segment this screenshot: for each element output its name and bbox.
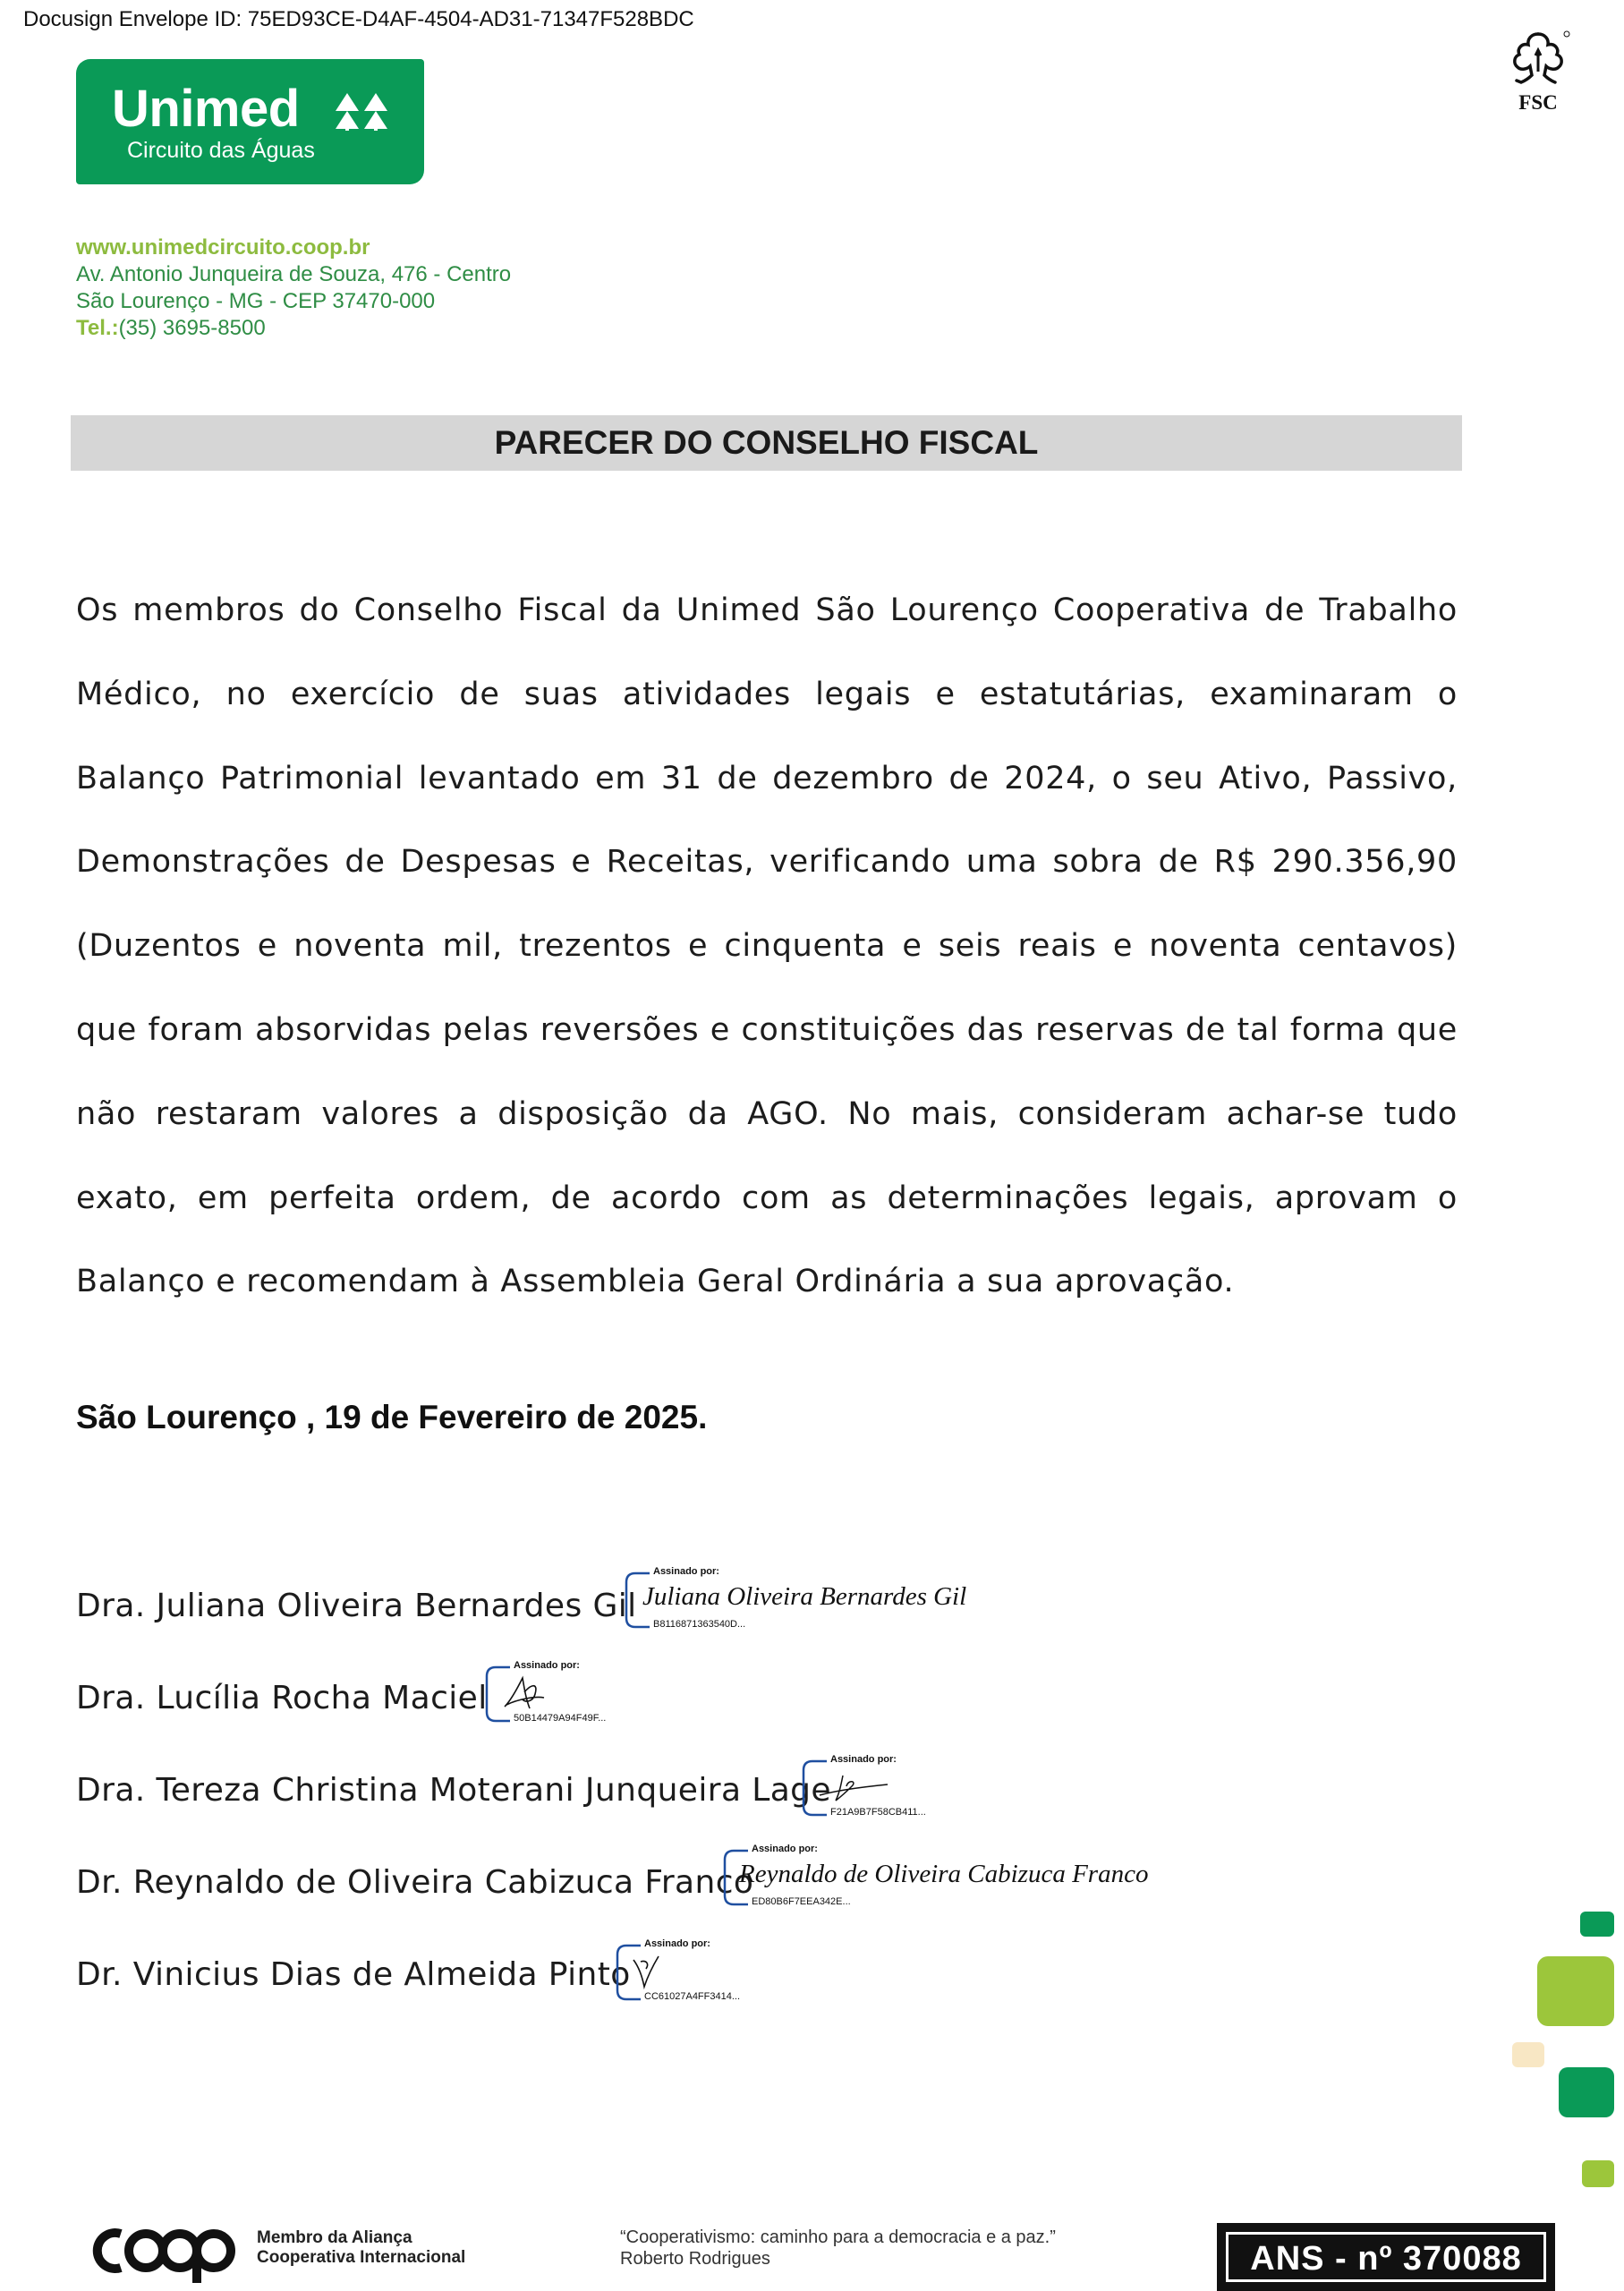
signature-block: [723, 1844, 1149, 1908]
document-title: PARECER DO CONSELHO FISCAL: [71, 415, 1462, 471]
signed-by-label: Assinado por:: [514, 1660, 580, 1671]
signature-id: ED80B6F7EEA342E...: [752, 1896, 851, 1907]
contact-info: [76, 234, 511, 342]
address-line: Av. Antonio Junqueira de Souza, 476 - Centro: [76, 262, 512, 286]
footer-quote: [620, 2227, 1056, 2270]
unimed-tree-icon: [332, 84, 391, 132]
coop-line-2: Cooperativa Internacional: [257, 2248, 466, 2267]
logo-subtitle: Circuito das Águas: [127, 138, 315, 163]
city-line: São Lourenço - MG - CEP 37470-000: [76, 289, 436, 313]
signed-by-label: Assinado por:: [752, 1844, 818, 1854]
signed-by-label: Assinado por:: [653, 1566, 719, 1577]
signature-id: 50B14479A94F49F...: [514, 1713, 607, 1724]
quote-text: “Cooperativismo: caminho para a democracia e a paz.”: [620, 2227, 1056, 2247]
signature-id: B8116871363540D...: [653, 1619, 746, 1630]
signature-id: F21A9B7F58CB411...: [830, 1807, 926, 1818]
coop-line-1: Membro da Aliança: [257, 2228, 412, 2247]
handwritten-signature: [630, 1951, 675, 1990]
signature-block: [485, 1660, 628, 1725]
decorative-square: [1559, 2067, 1614, 2117]
signer-name: Dr. Vinicius Dias de Almeida Pinto: [76, 1956, 631, 1993]
decorative-square: [1580, 1912, 1614, 1937]
decorative-square: [1537, 1956, 1614, 2026]
handwritten-signature: [499, 1673, 553, 1712]
signer-name: Dra. Tereza Christina Moterani Junqueira Lage: [76, 1772, 831, 1809]
signed-by-label: Assinado por:: [644, 1938, 710, 1949]
coop-logo-icon: [87, 2218, 246, 2284]
fsc-logo: [1506, 29, 1570, 118]
signature-block: [802, 1754, 945, 1818]
body-paragraph: Os membros do Conselho Fiscal da Unimed São Lourenço Cooperativa de Trabalho Médico, no exercício de suas atividades legais e estatutárias, examinaram o Balanço Patrimonial levantado em 31 de dezembro de 2024, o seu Ativo, Passivo, Demonstrações de Despesas e Receitas, verificando uma sobra de R$ 290.356,90 (Duzentos e noventa mil, trezentos e cinquenta e seis reais e noventa centavos) que foram absorvidas pelas reversões e constituições das reservas de tal forma que não restaram valores a disposição da AGO. No mais, consideram achar-se tudo exato, em perfeita ordem, de acordo com as determinações legais, aprovam o Balanço e recomendam à Assembleia Geral Ordinária a sua aprovação.: [76, 592, 1458, 1300]
place-date: São Lourenço , 19 de Fevereiro de 2025.: [76, 1399, 708, 1435]
logo-name: Unimed: [112, 80, 300, 138]
unimed-logo: [76, 59, 424, 184]
quote-author: Roberto Rodrigues: [620, 2249, 770, 2269]
tel-label: Tel.:: [76, 316, 119, 340]
decorative-square: [1582, 2160, 1614, 2187]
signature-block: [625, 1566, 967, 1631]
signature-image: Juliana Oliveira Bernardes Gil: [642, 1582, 967, 1611]
website-link[interactable]: www.unimedcircuito.coop.br: [76, 235, 370, 260]
signer-name: Dra. Lucília Rocha Maciel: [76, 1680, 488, 1716]
signer-name: Dr. Reynaldo de Oliveira Cabizuca Franco: [76, 1864, 754, 1901]
decorative-square: [1512, 2042, 1544, 2067]
tel-number: (35) 3695-8500: [118, 316, 266, 340]
signature-block: [616, 1938, 759, 2003]
fsc-label: FSC: [1518, 91, 1558, 114]
envelope-id: Docusign Envelope ID: 75ED93CE-D4AF-4504-AD31-71347F528BDC: [23, 7, 694, 31]
coop-membership: [257, 2228, 465, 2268]
handwritten-signature: [816, 1768, 897, 1804]
ans-badge: [1217, 2223, 1555, 2291]
signed-by-label: Assinado por:: [830, 1754, 897, 1765]
fsc-tree-icon: [1506, 29, 1570, 93]
ans-number: ANS - nº 370088: [1226, 2232, 1546, 2282]
signature-id: CC61027A4FF3414...: [644, 1991, 741, 2002]
signer-name: Dra. Juliana Oliveira Bernardes Gil: [76, 1588, 637, 1624]
signature-image: Reynaldo de Oliveira Cabizuca Franco: [739, 1860, 1149, 1888]
